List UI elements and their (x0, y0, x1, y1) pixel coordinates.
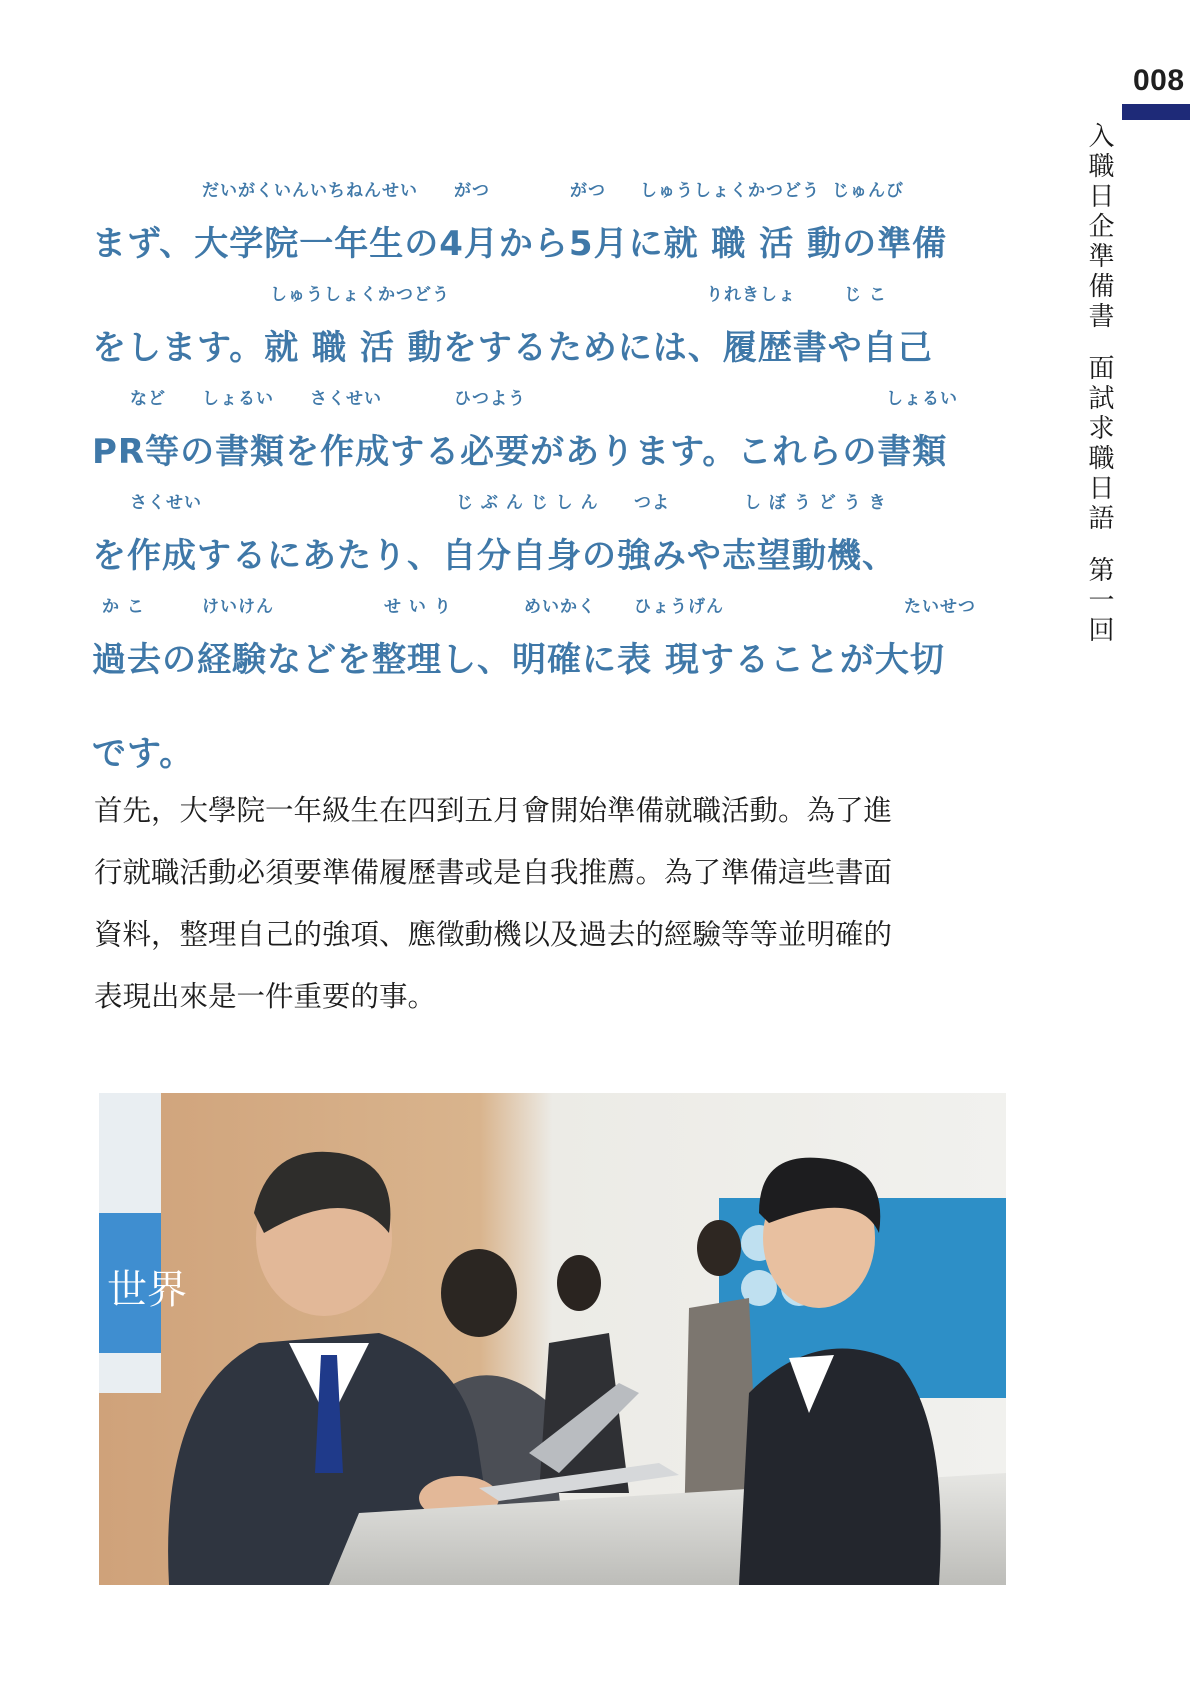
photo-illustration (99, 1093, 1006, 1585)
furigana: しょるい (886, 389, 958, 409)
poster-sign-text: 世界 (107, 1267, 187, 1313)
page-number: 008 (1133, 64, 1185, 97)
chinese-translation (94, 780, 1014, 1028)
jp-line-4 (92, 472, 1004, 576)
section-title-part1: 入職日企準備書 (1084, 122, 1114, 332)
jp-line-1 (92, 160, 1004, 264)
zh-line: 行就職活動必須要準備履歷書或是自我推薦。為了準備這些書面 (94, 856, 893, 889)
jp-line-text: 過去の経験などを整理し、明確に表 現することが大切 (92, 640, 945, 680)
zh-line: 首先，大學院一年級生在四到五月會開始準備就職活動。為了進 (94, 794, 893, 827)
jp-line-5 (92, 576, 1004, 680)
furigana: がつ (570, 181, 606, 201)
zh-line: 資料，整理自己的強項、應徵動機以及過去的經驗等等並明確的 (94, 918, 893, 951)
furigana: か こ (102, 597, 145, 617)
jp-line-text: PR等の書類を作成する必要があります。これらの書類 (92, 432, 948, 472)
furigana: めいかく (524, 597, 596, 617)
furigana: し ぼ う ど う き (744, 493, 887, 513)
section-title (1086, 122, 1112, 646)
furigana: じゅんび (832, 181, 904, 201)
furigana: しゅうしょくかつどう (640, 181, 820, 201)
jp-line-2 (92, 264, 1004, 368)
furigana: さくせい (310, 389, 382, 409)
furigana: じ ぶ ん じ し ん (456, 493, 599, 513)
furigana: たいせつ (904, 597, 976, 617)
furigana: だいがくいんいちねんせい (202, 181, 418, 201)
japanese-paragraph (92, 160, 1004, 774)
jp-line-text: です。 (92, 734, 195, 774)
furigana: しょるい (202, 389, 274, 409)
furigana: けいけん (202, 597, 274, 617)
section-title-part3: 第一回 (1084, 556, 1114, 646)
furigana: がつ (454, 181, 490, 201)
furigana: ひょうげん (634, 597, 724, 617)
furigana: せ い り (384, 597, 452, 617)
jp-line-text: まず、大学院一年生の4月から5月に就 職 活 動の準備 (92, 224, 948, 264)
jp-line-text: をします。就 職 活 動をするためには、履歴書や自己 (92, 328, 933, 368)
furigana: さくせい (130, 493, 202, 513)
furigana: りれきしょ (706, 285, 796, 305)
jp-line-6 (92, 680, 1004, 774)
job-interview-photo (99, 1093, 1006, 1585)
jp-line-text: を作成するにあたり、自分自身の強みや志望動機、 (92, 536, 897, 576)
furigana: つよ (634, 493, 670, 513)
zh-line: 表現出來是一件重要的事。 (94, 980, 437, 1013)
jp-line-3 (92, 368, 1004, 472)
furigana: ひつよう (454, 389, 526, 409)
furigana: じ こ (844, 285, 887, 305)
furigana: しゅうしょくかつどう (270, 285, 450, 305)
section-title-part2: 面試求職日語 (1084, 354, 1114, 534)
furigana: など (130, 389, 166, 409)
page-number-bar (1122, 104, 1190, 120)
